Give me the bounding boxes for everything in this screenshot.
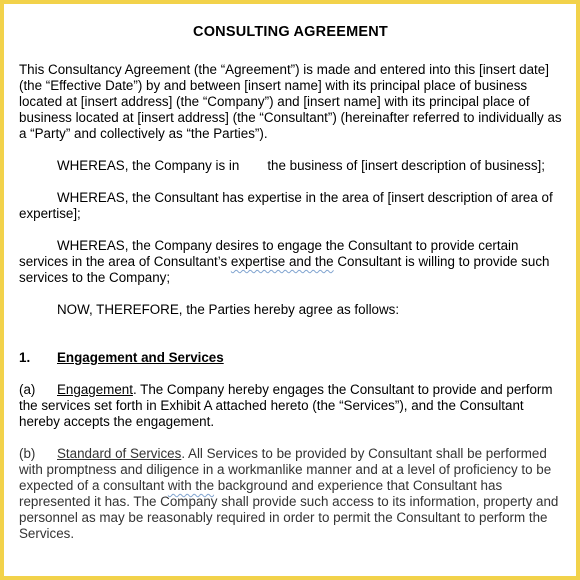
section-1-title: Engagement and Services — [57, 350, 224, 365]
whereas-1-part-a: WHEREAS, the Company is in — [57, 158, 240, 173]
clause-a-label: (a) — [19, 382, 36, 397]
intro-paragraph: This Consultancy Agreement (the “Agreement”) is made and entered into this [insert date] (the “Effective Date”) by and between [insert name] with its principal place of business located at [insert address] (the “Company”) and [insert name] with its principal place of business located at [insert address] (the “Consultant”) (hereinafter referred to individually as a “Party” and collectively as “the Parties”). — [19, 62, 562, 141]
whereas-3-part-a: WHEREAS, the Company desires to engage the Consultant to provide certain services in the area of Consultant’s — [19, 238, 519, 269]
section-1-number: 1. — [19, 350, 31, 365]
clause-a-title: Engagement — [57, 382, 133, 397]
clause-b-text-a: . All Services to be provided by Consultant shall be performed with promptness and diligence in a workmanlike manner and at a level of proficiency to be expected of a consultant — [19, 446, 552, 493]
whereas-paragraph-3 — [19, 238, 562, 286]
spellcheck-underlined-text: expertise and the — [230, 254, 334, 269]
clause-b-label: (b) — [19, 446, 36, 461]
whereas-paragraph-1 — [19, 158, 562, 174]
whereas-2-text: WHEREAS, the Consultant has expertise in the area of [insert description of area of expertise]; — [19, 190, 553, 221]
whereas-paragraph-2 — [19, 190, 562, 222]
clause-a-paragraph — [19, 382, 562, 430]
section-1-heading — [19, 350, 562, 366]
whereas-3-part-b: Consultant is willing to provide such services to the Company; — [19, 254, 550, 285]
clause-b-text-b: background and experience that Consultant has represented it has. The Company shall provide such access to its information, property and personnel as may be reasonably required in order to permit the Consultant to perform the Services. — [19, 478, 559, 541]
whereas-1-part-b: the business of [insert description of business]; — [267, 158, 545, 173]
clause-a-text: . The Company hereby engages the Consultant to provide and perform the services set forth in Exhibit A attached hereto (the “Services”), and the Consultant hereby accepts the engagement. — [19, 382, 553, 429]
clause-b-title: Standard of Services — [57, 446, 182, 461]
now-therefore-paragraph — [19, 302, 562, 318]
now-therefore-text: NOW, THEREFORE, the Parties hereby agree as follows: — [57, 302, 400, 317]
document-title: CONSULTING AGREEMENT — [193, 24, 388, 40]
spellcheck-underlined-text: with the — [167, 478, 215, 493]
clause-b-paragraph — [19, 446, 562, 542]
document-page — [4, 4, 576, 576]
